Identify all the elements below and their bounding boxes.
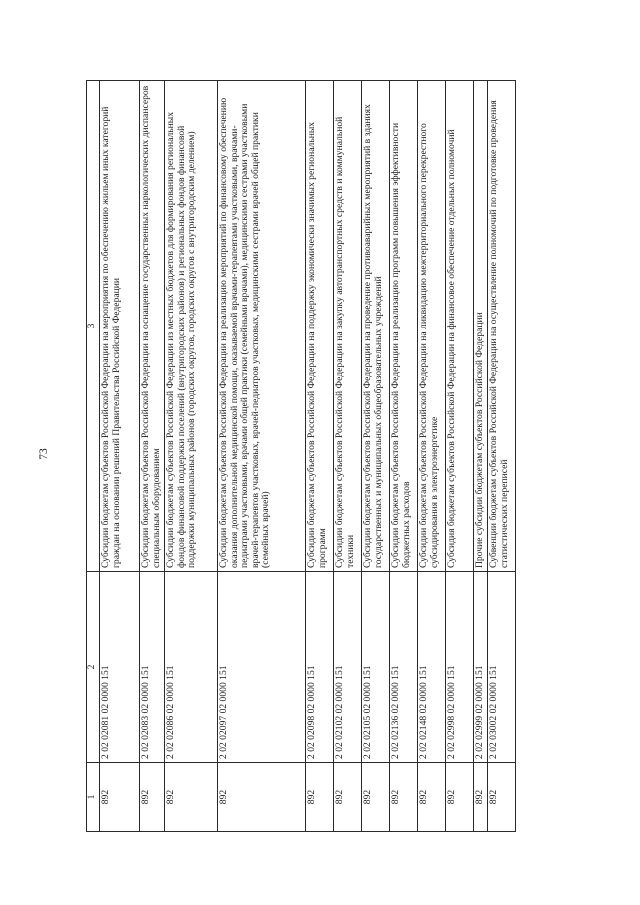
budget-code-cell: 2 02 02102 02 0000 151 [334,572,362,763]
income-name-cell: Субсидии бюджетам субъектов Российской Федерации на реализацию мероприятий по финансовому обеспечению оказания дополнительной медицинской помощи, оказываемой врачами-терапевтами участковыми, врачами-педиатрами участковыми, врачами общей практики (семейными врачами), медицинскими сестрами участковыми врачей-терапевтов участковых, врачей-педиатров участковых, медицинскими сестрами врачей общей практики (семейных врачей) [218,81,306,572]
owner-code-cell: 892 [362,763,390,832]
owner-code-cell: 892 [165,763,218,832]
table-row [218,81,306,832]
budget-code-cell: 2 02 02998 02 0000 151 [446,572,474,763]
budget-code-cell: 2 02 02086 02 0000 151 [165,572,218,763]
table-row [446,81,474,832]
table-row [418,81,446,832]
table-row [390,81,418,832]
owner-code-cell: 892 [390,763,418,832]
header-col-1: 1 [87,763,100,832]
table-row [100,81,140,832]
table-row [488,81,516,832]
owner-code-cell: 892 [446,763,474,832]
budget-code-cell: 2 02 02148 02 0000 151 [418,572,446,763]
table-row [362,81,390,832]
header-col-2: 2 [87,572,100,763]
budget-code-cell: 2 02 02083 02 0000 151 [140,572,165,763]
owner-code-cell: 892 [474,763,488,832]
income-name-cell: Субсидия бюджетам субъектов Российской Федерации на финансовое обеспечение отдельных полномочий [446,81,474,572]
owner-code-cell: 892 [306,763,334,832]
owner-code-cell: 892 [218,763,306,832]
table-row [165,81,218,832]
budget-codes-table [86,80,516,832]
budget-code-cell: 2 02 02098 02 0000 151 [306,572,334,763]
income-name-cell: Субсидии бюджетам субъектов Российской Федерации на поддержку экономически значимых региональных программ [306,81,334,572]
table-row [334,81,362,832]
budget-code-cell: 2 02 02097 02 0000 151 [218,572,306,763]
rotated-table-container [86,81,530,832]
table-row [474,81,488,832]
income-name-cell: Субвенции бюджетам субъектов Российской Федерации на осуществление полномочий по подготовке проведения статистических переписей [488,81,516,572]
income-name-cell: Субсидии бюджетам субъектов Российской Федерации на закупку автотранспортных средств и коммунальной техники [334,81,362,572]
income-name-cell: Субсидии бюджетам субъектов Российской Федерации из местных бюджетов для формирования региональных фондов финансовой поддержки поселений (внутригородских районов) и региональных фондов финансовой поддержки муниципальных районов (городских округов, городских округов с внутригородским делением) [165,81,218,572]
table-body [100,81,516,832]
budget-code-cell: 2 02 02081 02 0000 151 [100,572,140,763]
owner-code-cell: 892 [140,763,165,832]
owner-code-cell: 892 [418,763,446,832]
budget-code-cell: 2 02 03002 02 0000 151 [488,572,516,763]
income-name-cell: Субсидии бюджетам субъектов Российской Федерации на мероприятия по обеспечению жильем иных категорий граждан на основании решений Правительства Российской Федерации [100,81,140,572]
income-name-cell: Субсидии бюджетам субъектов Российской Федерации на ликвидацию межтерриториального перекрестного субсидирования в электроэнергетике [418,81,446,572]
budget-code-cell: 2 02 02105 02 0000 151 [362,572,390,763]
budget-code-cell: 2 02 02999 02 0000 151 [474,572,488,763]
income-name-cell: Прочие субсидии бюджетам субъектов Российской Федерации [474,81,488,572]
owner-code-cell: 892 [100,763,140,832]
owner-code-cell: 892 [334,763,362,832]
table-header-row [87,81,100,832]
budget-code-cell: 2 02 02136 02 0000 151 [390,572,418,763]
income-name-cell: Субсидии бюджетам субъектов Российской Федерации на реализацию программ повышения эффективности бюджетных расходов [390,81,418,572]
table-row [140,81,165,832]
owner-code-cell: 892 [488,763,516,832]
income-name-cell: Субсидии бюджетам субъектов Российской Федерации на проведение противоаварийных мероприятий в зданиях государственных и муниципальных общеобразовательных учреждений [362,81,390,572]
income-name-cell: Субсидии бюджетам субъектов Российской Федерации на оснащение государственных наркологических диспансеров специальным оборудованием [140,81,165,572]
header-col-3: 3 [87,81,100,572]
table-row [306,81,334,832]
page-number-text: 73 [38,448,50,460]
